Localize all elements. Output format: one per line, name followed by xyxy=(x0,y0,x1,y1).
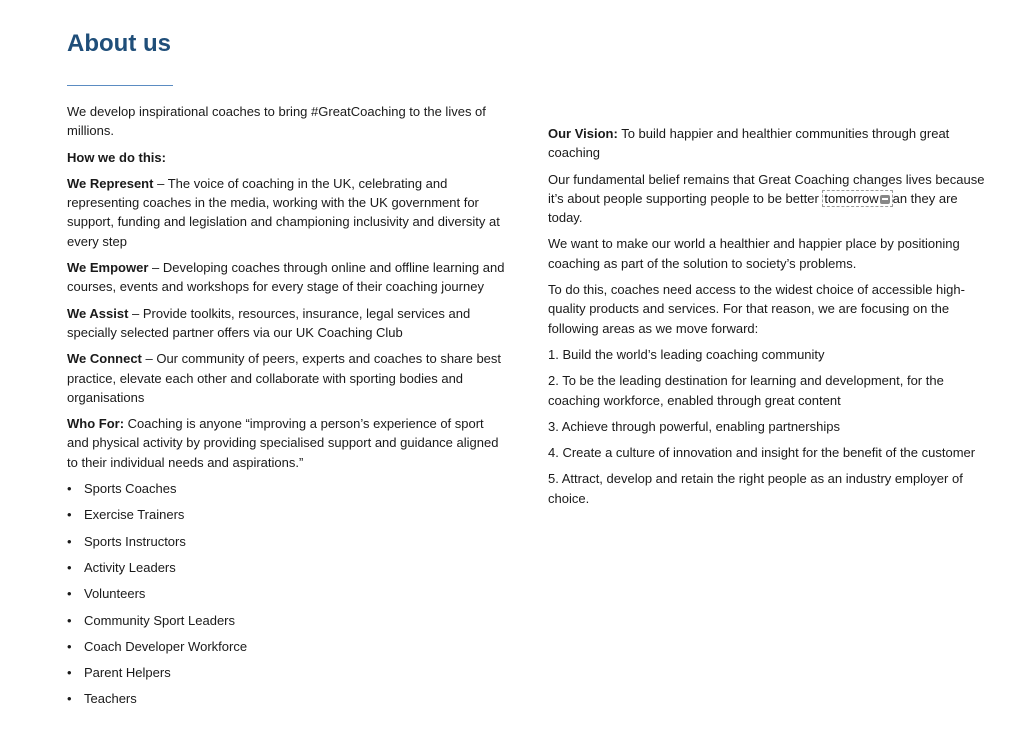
who-for-text: Coaching is anyone “improving a person’s experience of sport and physical activity by providing specialised support and guidance aligned to their individual needs and aspirations.” xyxy=(67,416,499,470)
commented-word[interactable]: tomorrow xyxy=(822,190,892,207)
pillar-text: – Provide toolkits, resources, insurance, legal services and specially selected partner offers via our UK Coaching Club xyxy=(67,305,471,340)
vision-paragraph xyxy=(548,124,988,163)
page-title: About us xyxy=(67,30,171,57)
pillar-label: We Represent xyxy=(67,175,154,191)
pillar-text: – The voice of coaching in the UK, celebrating and representing coaches in the media, working with the UK government for support, funding and legislation and championing inclusivity and diversity at every step xyxy=(67,175,500,249)
how-heading: How we do this: xyxy=(67,149,166,165)
list-item: 5. Attract, develop and retain the right people as an industry employer of choice. xyxy=(548,471,963,506)
list-item: • Exercise Trainers xyxy=(67,505,505,531)
pillar-text: – Our community of peers, experts and coaches to share best practice, elevate each other and collaborate with sporting bodies and organisations xyxy=(67,351,502,405)
focus-intro: To do this, coaches need access to the widest choice of accessible high-quality products and services. For that reason, we are focusing on the following areas as we move forward: xyxy=(548,282,965,336)
pillar-label: We Assist xyxy=(67,305,129,321)
left-column xyxy=(67,102,505,716)
who-for-label: Who For: xyxy=(67,416,125,432)
belief-paragraph: Our fundamental belief remains that Great Coaching changes lives because it’s about people supporting people to be better tomorrow an they are today. xyxy=(548,171,985,226)
pillar-connect xyxy=(67,349,505,407)
list-item: • Activity Leaders xyxy=(67,558,505,584)
list-item: • Teachers xyxy=(67,689,505,715)
list-item: • Parent Helpers xyxy=(67,663,505,689)
list-item: • Sports Instructors xyxy=(67,532,505,558)
pillar-label: We Connect xyxy=(67,351,142,367)
comment-icon[interactable] xyxy=(880,195,890,204)
list-item: 4. Create a culture of innovation and insight for the benefit of the customer xyxy=(548,445,976,461)
mission-paragraph: We want to make our world a healthier and happier place by positioning coaching as part of the solution to society’s problems. xyxy=(548,236,960,271)
list-item: • Volunteers xyxy=(67,584,505,610)
list-item: • Sports Coaches xyxy=(67,479,505,505)
list-item: 2. To be the leading destination for learning and development, for the coaching workforce, enabled through great content xyxy=(548,373,944,408)
intro-paragraph: We develop inspirational coaches to bring #GreatCoaching to the lives of millions. xyxy=(67,104,486,139)
pillar-represent xyxy=(67,174,505,251)
focus-list xyxy=(548,345,988,508)
pillar-empower xyxy=(67,258,505,297)
title-underline xyxy=(67,85,173,86)
vision-label: Our Vision: xyxy=(548,126,618,141)
list-item: 1. Build the world’s leading coaching community xyxy=(548,346,825,362)
pillar-label: We Empower xyxy=(67,260,149,276)
pillar-text: – Developing coaches through online and offline learning and courses, events and workshops for every stage of their coaching journey xyxy=(67,260,505,295)
list-item: 3. Achieve through powerful, enabling partnerships xyxy=(548,418,840,434)
list-item: • Community Sport Leaders xyxy=(67,611,505,637)
who-for-paragraph xyxy=(67,414,505,472)
list-item: • Coach Developer Workforce xyxy=(67,637,505,663)
vision-text: To build happier and healthier communities through great coaching xyxy=(548,126,950,161)
audience-list xyxy=(67,479,505,716)
right-column xyxy=(548,124,988,515)
pillar-assist xyxy=(67,304,505,343)
